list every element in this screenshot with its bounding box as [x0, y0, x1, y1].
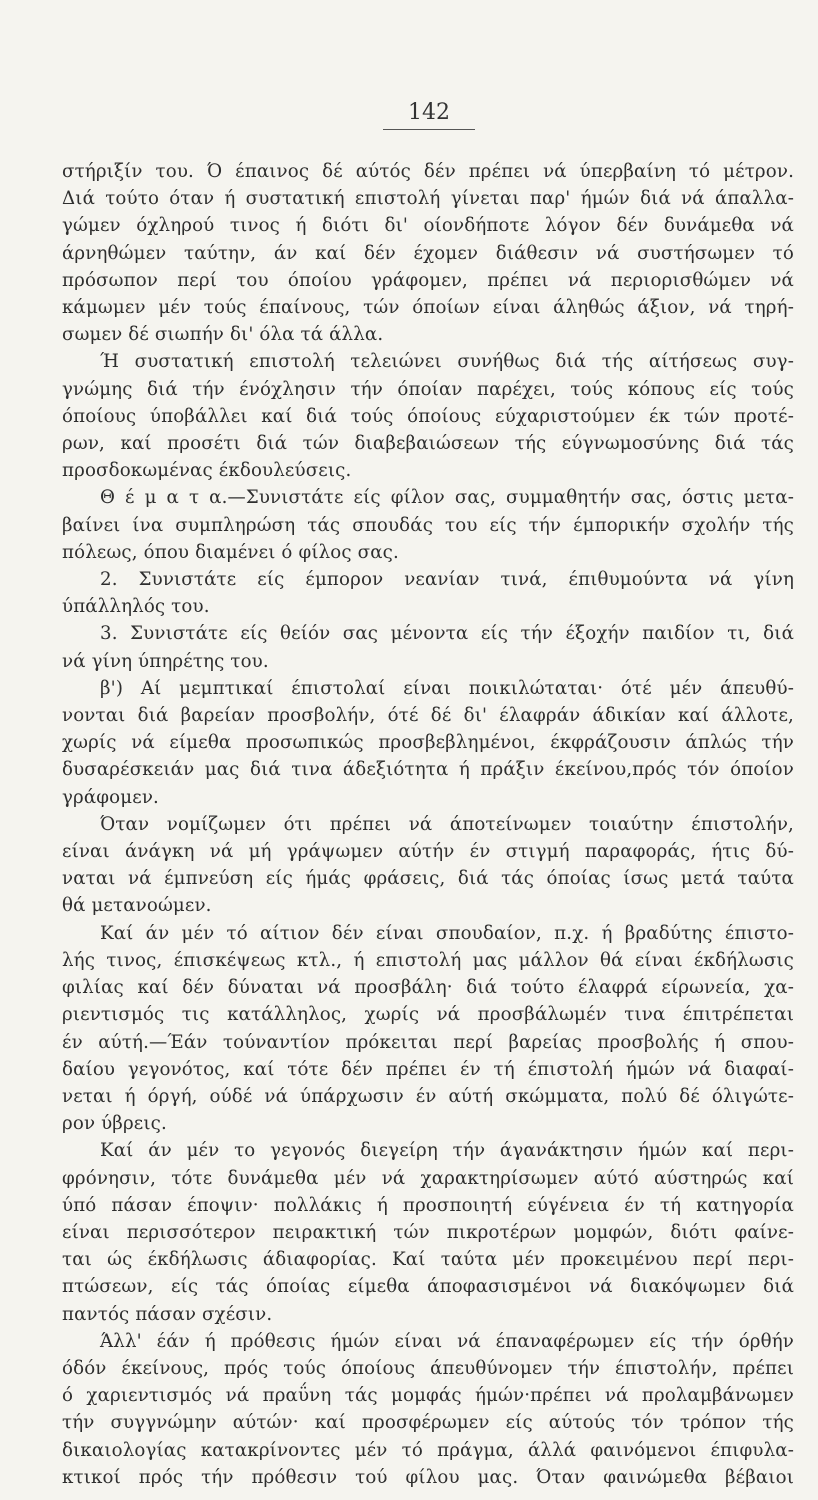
text-line: χωρίς νά είμεθα προσωπικώς προσβεβλημένοι, έκφράζουσιν άπλώς τήν	[62, 732, 794, 754]
text-line: Ή συστατική επιστολή τελειώνει συνήθως διά τής αίτήσεως συγ-	[100, 351, 794, 373]
text-line: Όταν νομίζωμεν ότι πρέπει νά άποτείνωμεν τοιαύτην έπιστολήν,	[100, 813, 794, 835]
text-line: όδόν έκείνους, πρός τούς όποίους άπευθύνομεν τήν έπιστολήν, πρέπει	[62, 1357, 794, 1379]
text-line: νά γίνη ύπηρέτης του.	[62, 650, 269, 672]
text-line: ύπάλληλός του.	[62, 596, 210, 618]
text-line: Διά τούτο όταν ή συστατική επιστολή γίνεται παρ' ήμών διά νά άπαλλα-	[62, 188, 794, 210]
text-line: φιλίας καί δέν δύναται νά προσβάλη· διά τούτο έλαφρά είρωνεία, χα-	[62, 977, 794, 999]
text-line: είναι άνάγκη νά μή γράψωμεν αύτήν έν στιγμή παραφοράς, ήτις δύ-	[62, 841, 794, 863]
text-line: Καί άν μέν το γεγονός διεγείρη τήν άγανάκτησιν ήμών καί περι-	[100, 1140, 794, 1162]
text-line: νεται ή όργή, ούδέ νά ύπάρχωσιν έν αύτή σκώμματα, πολύ δέ όλιγώτε-	[62, 1085, 794, 1107]
text-line: λής τινος, έπισκέψεως κτλ., ή επιστολή μας μάλλον θά είναι έκδήλωσις	[62, 949, 794, 971]
text-line: σωμεν δέ σιωπήν δι' όλα τά άλλα.	[62, 324, 384, 346]
body-text	[62, 158, 794, 1491]
text-line: 3. Συνιστάτε είς θείόν σας μένοντα είς τήν έξοχήν παιδίον τι, διά	[100, 623, 794, 645]
text-line: στήριξίν του. Ό έπαινος δέ αύτός δέν πρέπει νά ύπερβαίνη τό μέτρον.	[62, 161, 794, 182]
text-line: πτώσεων, είς τάς όποίας είμεθα άποφασισμένοι νά διακόψωμεν διά	[62, 1276, 794, 1298]
text-line: δυσαρέσκειάν μας διά τινα άδεξιότητα ή πράξιν έκείνου,πρός τόν όποίον	[62, 759, 794, 781]
text-line: θά μετανοώμεν.	[62, 895, 212, 917]
text-line: είναι περισσότερον πειρακτική τών πικροτέρων μομφών, διότι φαίνε-	[62, 1221, 794, 1243]
text-line: Θ έ μ α τ α.—Συνιστάτε είς φίλον σας, συμμαθητήν σας, όστις μετα-	[100, 487, 794, 509]
text-line: νονται διά βαρείαν προσβολήν, ότέ δέ δι' έλαφράν άδικίαν καί άλλοτε,	[62, 705, 794, 727]
text-line: γώμεν όχληρού τινος ή διότι δι' οίονδήποτε λόγον δέν δυνάμεθα νά	[62, 215, 794, 237]
text-line: γνώμης διά τήν ένόχλησιν τήν όποίαν παρέχει, τούς κόπους είς τούς	[62, 378, 794, 400]
text-line: πόλεως, όπου διαμένει ό φίλος σας.	[62, 541, 399, 563]
text-line: βαίνει ίνα συμπληρώση τάς σπουδάς του είς τήν έμπορικήν σχολήν τής	[62, 514, 794, 536]
text-line: φρόνησιν, τότε δυνάμεθα μέν νά χαρακτηρίσωμεν αύτό αύστηρώς καί	[62, 1167, 794, 1189]
text-line: παντός πάσαν σχέσιν.	[62, 1303, 273, 1325]
text-line: κάμωμεν μέν τούς έπαίνους, τών όποίων είναι άληθώς άξιον, νά τηρή-	[62, 297, 794, 319]
text-line: ται ώς έκδήλωσις άδιαφορίας. Καί ταύτα μέν προκειμένου περί περι-	[62, 1249, 794, 1271]
text-line: 2. Συνιστάτε είς έμπορον νεανίαν τινά, έπιθυμούντα νά γίνη	[100, 569, 794, 591]
text-line: έν αύτή.—Έάν τούναντίον πρόκειται περί βαρείας προσβολής ή σπου-	[62, 1031, 794, 1053]
text-line: ύπό πάσαν έποψιν· πολλάκις ή προσποιητή εύγένεια έν τή κατηγορία	[62, 1194, 794, 1216]
text-line: ρων, καί προσέτι διά τών διαβεβαιώσεων τής εύγνωμοσύνης διά τάς	[62, 433, 794, 455]
text-line: τήν συγγνώμην αύτών· καί προσφέρωμεν είς αύτούς τόν τρόπον τής	[62, 1412, 794, 1434]
text-line: γράφομεν.	[62, 786, 159, 808]
text-line: κτικοί πρός τήν πρόθεσιν τού φίλου μας. Όταν φαινώμεθα βέβαιοι	[62, 1466, 794, 1488]
text-line: Καί άν μέν τό αίτιον δέν είναι σπουδαίον, π.χ. ή βραδύτης έπιστο-	[100, 922, 794, 944]
text-line: άρνηθώμεν ταύτην, άν καί δέν έχομεν διάθεσιν νά συστήσωμεν τό	[62, 242, 794, 264]
text-line: β') Αί μεμπτικαί έπιστολαί είναι ποικιλώταται· ότέ μέν άπευθύ-	[100, 677, 794, 699]
text-line: ό χαριεντισμός νά πραΰνη τάς μομφάς ήμών·πρέπει νά προλαμβάνωμεν	[62, 1385, 794, 1407]
text-line: ρον ύβρεις.	[62, 1113, 167, 1135]
text-line: προσδοκωμένας έκδουλεύσεις.	[62, 460, 352, 482]
text-line: Άλλ' έάν ή πρόθεσις ήμών είναι νά έπαναφέρωμεν είς τήν όρθήν	[100, 1330, 794, 1352]
text-line: δαίου γεγονότος, καί τότε δέν πρέπει έν τή έπιστολή ήμών νά διαφαί-	[62, 1058, 794, 1080]
text-line: δικαιολογίας κατακρίνοντες μέν τό πράγμα, άλλά φαινόμενοι έπιφυλα-	[62, 1439, 794, 1461]
text-line: ναται νά έμπνεύση είς ήμάς φράσεις, διά τάς όποίας ίσως μετά ταύτα	[62, 868, 794, 890]
text-line: ριεντισμός τις κατάλληλος, χωρίς νά προσβάλωμέν τινα έπιτρέπεται	[62, 1004, 794, 1026]
text-line: όποίους ύποβάλλει καί διά τούς όποίους εύχαριστούμεν έκ τών προτέ-	[62, 405, 794, 427]
text-line: πρόσωπον περί του όποίου γράφομεν, πρέπει νά περιορισθώμεν νά	[62, 269, 794, 291]
page-number: 142	[383, 100, 475, 130]
